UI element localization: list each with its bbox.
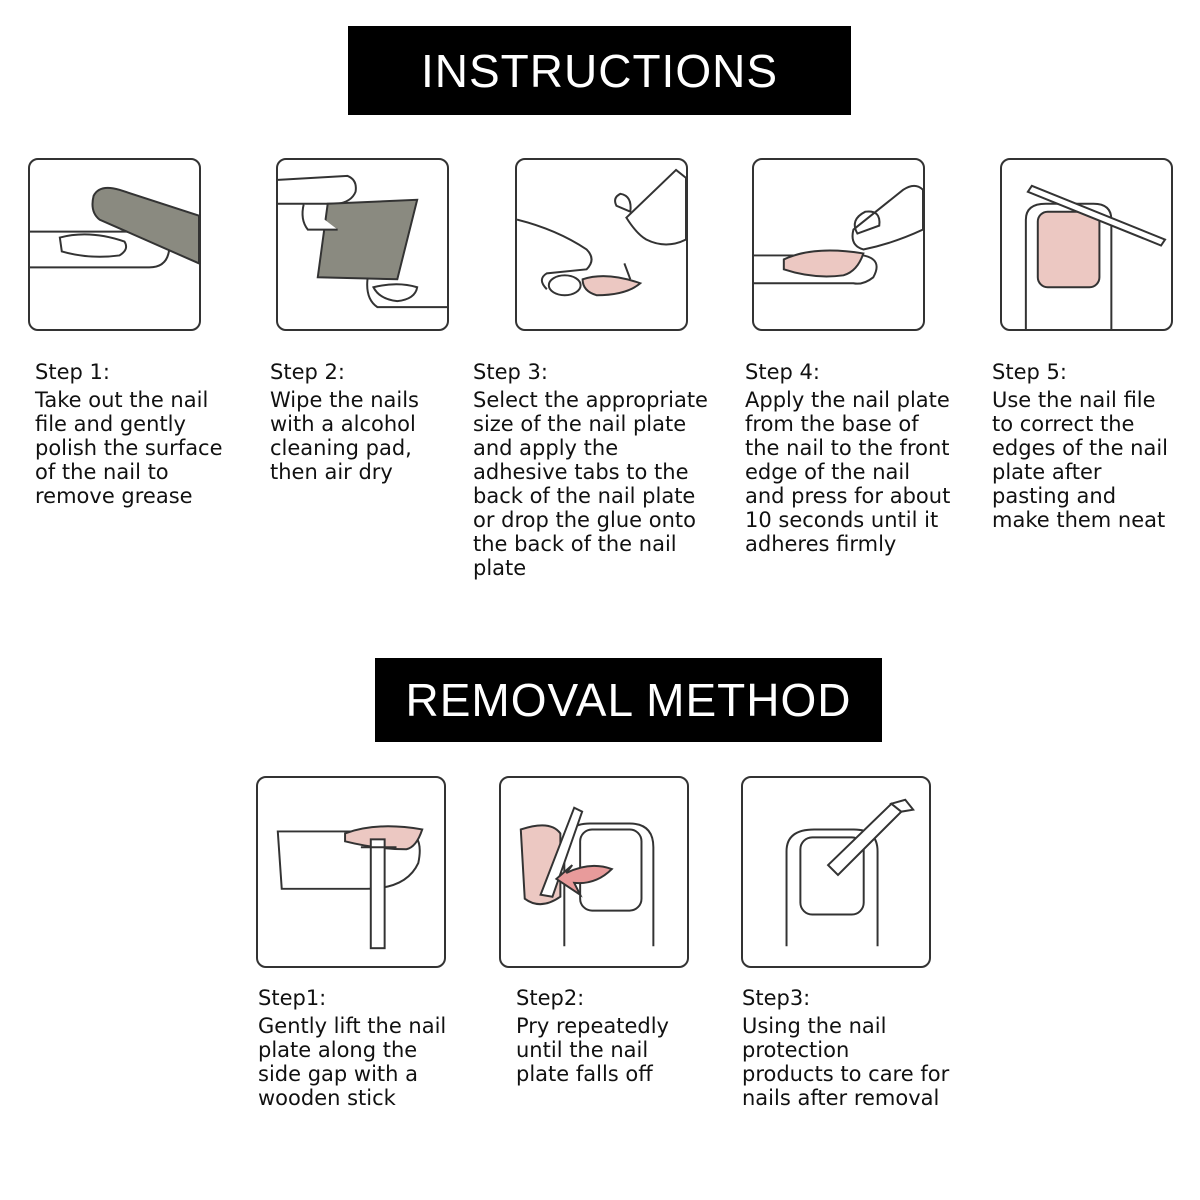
step-title: Step 3: (473, 360, 548, 384)
instruction-step-2 (270, 360, 450, 484)
removal-step-3 (742, 986, 972, 1110)
instruction-step-1-illustration (28, 158, 201, 331)
instruction-step-3 (473, 360, 735, 580)
removal-step-1 (258, 986, 468, 1110)
instruction-step-5 (992, 360, 1192, 532)
instruction-step-1 (35, 360, 235, 508)
step-title: Step 5: (992, 360, 1067, 384)
step-description: Take out the nail file and gently polish the surface of the nail to remove grease (35, 388, 223, 508)
alcohol-pad-wipe-icon (278, 160, 447, 329)
press-nail-plate-icon (754, 160, 923, 329)
removal-title: REMOVAL METHOD (405, 674, 852, 726)
removal-step-2 (516, 986, 706, 1086)
instruction-step-4 (745, 360, 975, 556)
pry-nail-off-icon (501, 778, 687, 966)
step-title: Step 2: (270, 360, 345, 384)
instructions-title: INSTRUCTIONS (421, 44, 778, 97)
wooden-stick-lift-icon (258, 778, 444, 966)
nail-file-polish-icon (30, 160, 199, 329)
step-title: Step1: (258, 986, 327, 1010)
instruction-step-5-illustration (1000, 158, 1173, 331)
step-description: Use the nail file to correct the edges of the nail plate after pasting and make them neat (992, 388, 1169, 532)
step-description: Select the appropriate size of the nail plate and apply the adhesive tabs to the back of the nail plate or drop the glue onto the back of the nail plate (473, 388, 708, 580)
removal-step-3-illustration (741, 776, 931, 968)
apply-adhesive-tab-icon (517, 160, 686, 329)
instruction-step-3-illustration (515, 158, 688, 331)
step-description: Using the nail protection products to care for nails after removal (742, 1014, 950, 1110)
instructions-banner (348, 26, 851, 115)
instruction-step-2-illustration (276, 158, 449, 331)
step-title: Step2: (516, 986, 585, 1010)
file-nail-edges-icon (1002, 160, 1171, 329)
step-title: Step 4: (745, 360, 820, 384)
step-description: Wipe the nails with a alcohol cleaning pad, then air dry (270, 388, 419, 484)
step-description: Pry repeatedly until the nail plate falls off (516, 1014, 669, 1086)
instruction-step-4-illustration (752, 158, 925, 331)
step-title: Step 1: (35, 360, 110, 384)
removal-step-1-illustration (256, 776, 446, 968)
step-description: Apply the nail plate from the base of the nail to the front edge of the nail and press for about 10 seconds until it adheres firmly (745, 388, 951, 556)
removal-banner (375, 658, 882, 742)
removal-step-2-illustration (499, 776, 689, 968)
step-title: Step3: (742, 986, 811, 1010)
nail-care-product-icon (743, 778, 929, 966)
step-description: Gently lift the nail plate along the side gap with a wooden stick (258, 1014, 447, 1110)
